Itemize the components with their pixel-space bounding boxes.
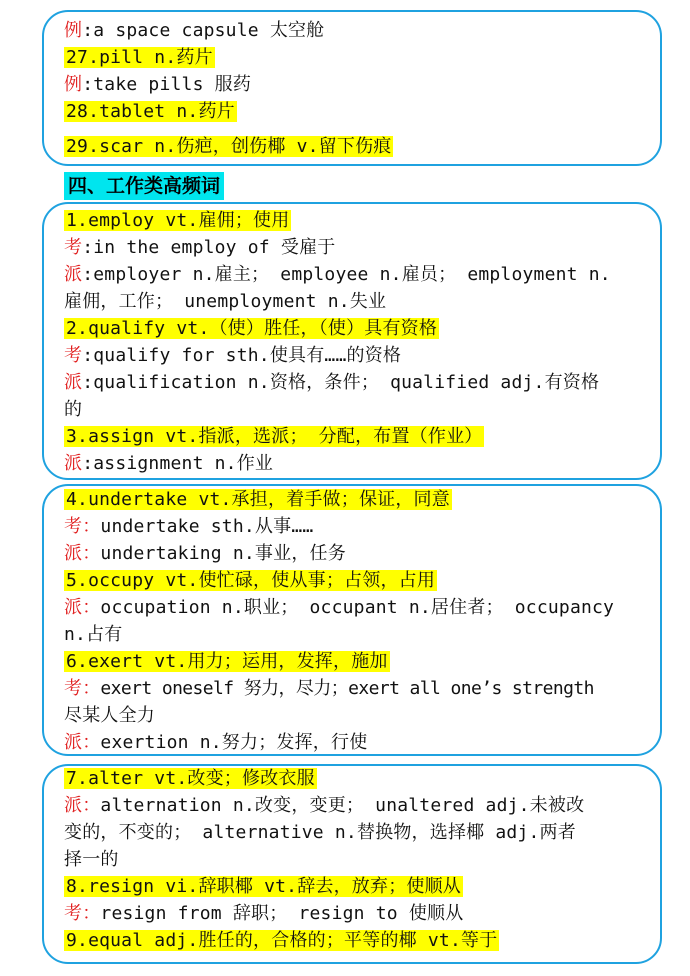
word-entry-occupy [64, 568, 437, 594]
derivative-line [64, 730, 367, 756]
word-entry-exert [64, 649, 390, 675]
phrase-text: :in the employ of 受雇于 [82, 237, 336, 258]
phrase-line [64, 514, 313, 540]
word-headline: 5.occupy vt.使忙碌，使从事；占领，占用 [66, 570, 436, 591]
phrase-continuation: 尽某人全力 [64, 705, 155, 726]
word-headline: 29.scar n.伤疤，创伤椰 v.留下伤痕 [66, 136, 392, 157]
word-entry-tablet [64, 99, 237, 125]
phrase-line [64, 676, 594, 702]
word-entry-pill [64, 45, 215, 71]
word-entry-scar [64, 134, 393, 160]
word-headline: 6.exert vt.用力；运用，发挥，施加 [66, 651, 388, 672]
phrase-line [64, 235, 335, 261]
word-entry-equal [64, 928, 499, 954]
derivative-text: exertion n.努力；发挥，行使 [100, 732, 368, 753]
word-entry-alter [64, 766, 317, 792]
derivative-text: alternation n.改变，变更； unaltered adj.未被改 [100, 795, 585, 816]
phrase-tag: 考 [64, 237, 83, 258]
word-headline: 7.alter vt.改变；修改衣服 [66, 768, 315, 789]
derivative-line [64, 451, 273, 477]
word-entry-qualify [64, 316, 439, 342]
word-headline: 2.qualify vt.（使）胜任，（使）具有资格 [66, 318, 438, 339]
derivative-tag: 派： [64, 732, 101, 753]
word-headline: 27.pill n.药片 [66, 47, 213, 68]
word-entry-employ [64, 208, 291, 234]
derivative-tag: 派 [64, 264, 83, 285]
derivative-tag: 派： [64, 597, 101, 618]
phrase-text: :qualify for sth.使具有……的资格 [82, 345, 402, 366]
derivative-tag: 派： [64, 543, 101, 564]
phrase-line [64, 343, 401, 369]
word-headline: 1.employ vt.雇佣；使用 [66, 210, 290, 231]
word-headline: 28.tablet n.药片 [66, 101, 235, 122]
phrase-tag: 考： [64, 516, 101, 537]
derivative-text: occupation n.职业； occupant n.居住者； occupancy [100, 597, 615, 618]
derivative-line [64, 541, 346, 567]
derivative-continuation: 雇佣，工作； unemployment n.失业 [64, 291, 387, 312]
derivative-continuation: 变的，不变的； alternative n.替换物，选择椰 adj.两者 [64, 822, 576, 843]
word-headline: 4.undertake vt.承担，着手做；保证，同意 [66, 489, 450, 510]
derivative-text: :employer n.雇主； employee n.雇员； employment n. [82, 264, 611, 285]
derivative-tag: 派 [64, 453, 83, 474]
example-line [64, 72, 251, 98]
derivative-line [64, 262, 611, 288]
word-headline: 3.assign vt.指派，选派； 分配，布置（作业） [66, 426, 483, 447]
derivative-text: :assignment n.作业 [82, 453, 274, 474]
word-headline: 8.resign vi.辞职椰 vt.辞去，放弃；使顺从 [66, 876, 461, 897]
derivative-line [64, 793, 584, 819]
phrase-tag: 考： [64, 903, 101, 924]
phrase-line [64, 901, 463, 927]
section-title: 四、工作类高频词 [64, 172, 224, 200]
derivative-line [64, 595, 614, 621]
phrase-text: exert oneself 努力，尽力；exert all one’s strength [100, 678, 594, 699]
example-text: :take pills 服药 [82, 74, 252, 95]
phrase-text: undertake sth.从事…… [100, 516, 314, 537]
word-entry-undertake [64, 487, 452, 513]
derivative-continuation: 择一的 [64, 849, 119, 870]
derivative-text: :qualification n.资格，条件； qualified adj.有资格 [82, 372, 600, 393]
phrase-text: resign from 辞职； resign to 使顺从 [100, 903, 464, 924]
derivative-text: undertaking n.事业，任务 [100, 543, 346, 564]
example-tag: 例 [64, 20, 83, 41]
derivative-continuation: n.占有 [64, 624, 123, 645]
derivative-continuation: 的 [64, 399, 83, 420]
word-entry-resign [64, 874, 463, 900]
derivative-tag: 派 [64, 372, 83, 393]
word-entry-assign [64, 424, 484, 450]
derivative-tag: 派： [64, 795, 101, 816]
example-tag: 例 [64, 74, 83, 95]
word-headline: 9.equal adj.胜任的，合格的；平等的椰 vt.等于 [66, 930, 498, 951]
phrase-tag: 考： [64, 678, 101, 699]
phrase-tag: 考 [64, 345, 83, 366]
derivative-line [64, 370, 599, 396]
example-line [64, 18, 324, 44]
example-text: :a space capsule 太空舱 [82, 20, 325, 41]
